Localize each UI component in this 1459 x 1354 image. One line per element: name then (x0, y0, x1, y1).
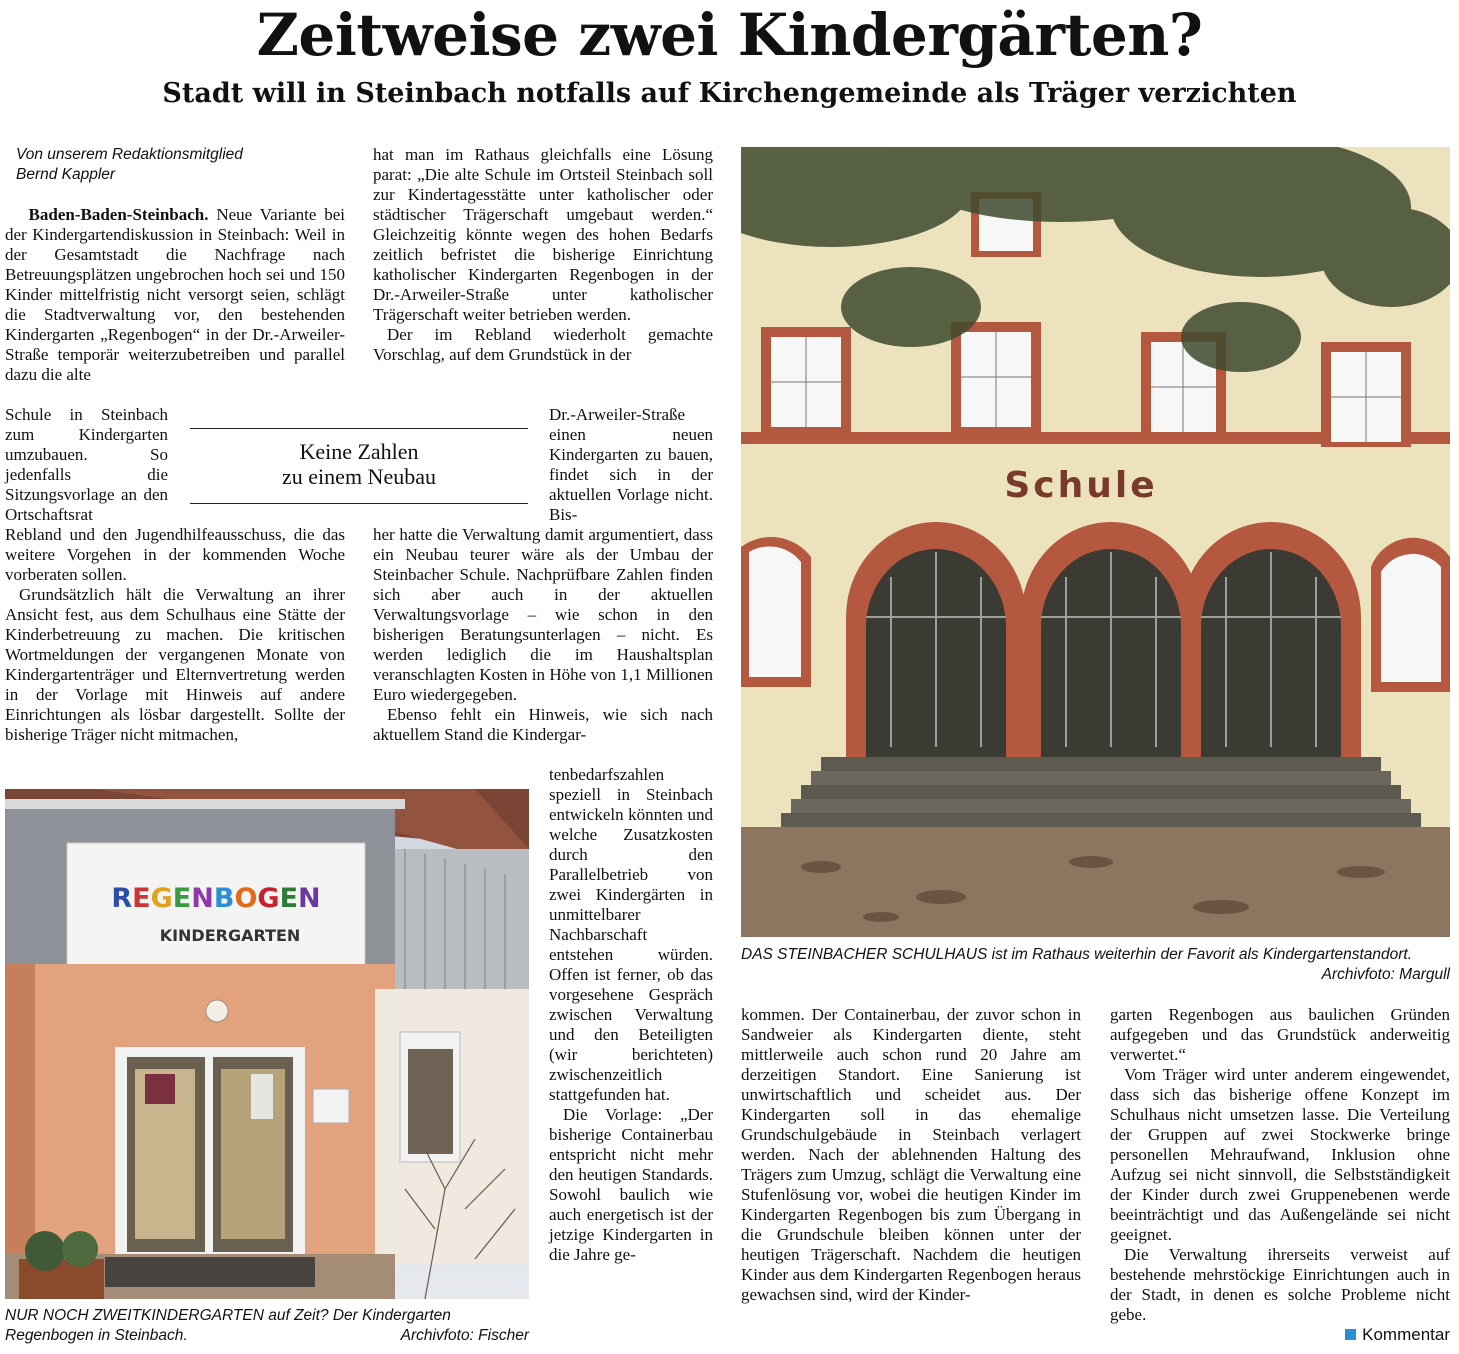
paragraph-cont: Dr.-Arweiler-Straße einen neuen Kindergarten zu bauen, findet sich in der aktuellen Vorlage nicht. Bis- (549, 405, 713, 524)
byline (16, 145, 346, 185)
arched-doors (846, 522, 1361, 757)
school-photo-image (741, 147, 1450, 937)
paragraph: Ebenso fehlt ein Hinweis, wie sich nach aktuellem Stand die Kindergar- (373, 705, 713, 744)
kindergarten-caption (5, 1306, 529, 1346)
lead-text: Neue Variante bei der Kindergartendiskussion in Steinbach: Weil in der Gesamtstadt die Nachfrage nach Betreuungsplätzen ungebrochen hoch sei und 150 Kinder mittelfristig nicht versorgt seien, schlägt die Stadtverwaltung vor, den bestehenden Kindergarten „Regenbogen“ in der Dr.-Arweiler-Straße temporär weiterzubetreiben und parallel dazu die alte (5, 205, 346, 384)
paragraph: Die Verwaltung ihrerseits verweist auf bestehende mehrstöckige Einrichtungen auch in der Stadt, in denen es solche Probleme nicht gebe. (1110, 1245, 1450, 1324)
byline-author: Bernd Kappler (16, 166, 116, 183)
column-1-lower (5, 525, 345, 745)
paragraph: Vom Träger wird unter anderem eingewendet, dass sich das bisherige offene Konzept im Schulhaus nicht umsetzen lasse. Die Verteilung der Gruppen auf zwei Stockwerke bringe personellen Mehraufwand, Inklusion ohne Aufzug sei nicht sinnvoll, die Selbstständigkeit der Kinder durch zwei Gruppenebenen werde beeinträchtigt und das Außengelände sei nicht geeignet. (1110, 1065, 1450, 1244)
square-icon (1345, 1329, 1356, 1340)
lead-paragraph (5, 205, 345, 385)
subheadline: Stadt will in Steinbach notfalls auf Kirchengemeinde als Träger verzichten (162, 78, 1297, 109)
kommentar-link[interactable] (1300, 1325, 1450, 1345)
column-2-mid (373, 525, 713, 745)
school-sign: Schule (1004, 465, 1158, 506)
sign-sub: KINDERGARTEN (159, 926, 301, 945)
column-1-wrap (5, 405, 168, 525)
paragraph: Die Vorlage: „Der bisherige Containerbau entspricht nicht mehr den heutigen Standards. Sowohl baulich wie auch energetisch ist der jetzige Kindergarten in die Jahre ge- (549, 1105, 713, 1264)
column-2 (373, 145, 713, 365)
column-2-narrow (549, 765, 713, 1265)
column-2-wrap (549, 405, 713, 525)
column-1 (5, 205, 345, 385)
column-3 (741, 1005, 1081, 1305)
paragraph: hat man im Rathaus gleichfalls eine Lösung parat: „Die alte Schule im Ortsteil Steinbach soll zur Kindertagesstätte unter katholischer oder städtischer Trägerschaft umgebaut werden.“ Gleichzeitig könnte wegen des hohen Bedarfs zeitlich befristet die bisherige Einrichtung katholischer Kindergarten Regenbogen in der Dr.-Arweiler-Straße unter katholischer Trägerschaft weiter betrieben werden. (373, 145, 713, 324)
paragraph-cont: tenbedarfszahlen speziell in Steinbach entwickeln könnten und welche Zusatzkosten durch den Parallelbetrieb von zwei Kindergärten in unmittelbarer Nachbarschaft entstehen würden. Offen ist ferner, ob das vorgesehene Gespräch zwischen Verwaltung und den Beteiligten (wir berichteten) zwischenzeitlich stattgefunden hat. (549, 765, 713, 1104)
dateline: Baden-Baden-Steinbach. (28, 205, 209, 224)
photo-credit: Archivfoto: Margull (1321, 966, 1450, 983)
paragraph: garten Regenbogen aus baulichen Gründen aufgegeben und das Grundstück anderweitig verwertet.“ (1110, 1005, 1450, 1064)
paragraph-cont: her hatte die Verwaltung damit argumentiert, dass ein Neubau teurer wäre als der Umbau der Steinbacher Schule. Nachprüfbare Zahlen finden sich aber auch in der aktuellen Verwaltungsvorlage – wie schon in den bisherigen Beratungsunterlagen – nicht. Es werden lediglich die im Haushaltsplan veranschlagten Kosten in Höhe von 1,1 Millionen Euro wiedergegeben. (373, 525, 713, 704)
caption-text: NUR NOCH ZWEITKINDERGARTEN auf Zeit? Der Kindergarten Regenbogen in Steinbach. (5, 1307, 451, 1344)
caption-text: DAS STEINBACHER SCHULHAUS ist im Rathaus weiterhin der Favorit als Kindergartenstandort. (741, 946, 1413, 963)
headline: Zeitweise zwei Kindergärten? (256, 1, 1203, 69)
kindergarten-photo (5, 789, 529, 1299)
paragraph: Der im Rebland wiederholt gemachte Vorschlag, auf dem Grundstück in der (373, 325, 713, 364)
stairs (781, 757, 1421, 827)
sign-word: REGENBOGEN (111, 883, 321, 914)
paragraph: Grundsätzlich hält die Verwaltung an ihrer Ansicht fest, aus dem Schulhaus eine Stätte der Kinderbetreuung zu machen. Die kritischen Wortmeldungen der vergangenen Monate von Kindergartenträger und Elternvertretung werden in der Vorlage mit Hinweis auf andere Einrichtungen als lösbar dargestellt. Sollte der bisherige Träger nicht mitmachen, (5, 585, 345, 744)
pull-quote-line-1: Keine Zahlen (299, 439, 419, 464)
pull-quote (190, 428, 528, 504)
column-4 (1110, 1005, 1450, 1325)
photo-credit: Archivfoto: Fischer (400, 1327, 529, 1344)
byline-line-1: Von unserem Redaktionsmitglied (16, 146, 243, 163)
paragraph: kommen. Der Containerbau, der zuvor schon in Sandweier als Kindergarten diente, steht mittlerweile auch schon rund 20 Jahre am derzeitigen Standort. Eine Sanierung ist unwirtschaftlich und scheidet aus. Der Kindergarten soll in das ehemalige Grundschulgebäude in Steinbach verlagert werden. Nach der ablehnenden Haltung des Trägers zum Umzug, schlägt die Verwaltung eine Stufenlösung vor, wobei die heutigen Kinder im Kindergarten Regenbogen bis zum Übergang in die Grundschule bleiben können unter der heutigen Trägerschaft. Nachdem die heutigen Kinder aus dem Kindergarten Regenbogen heraus gewachsen sind, wird der Kinder- (741, 1005, 1081, 1304)
pull-quote-line-2: zu einem Neubau (282, 464, 436, 489)
kindergarten-photo-image (5, 789, 529, 1299)
school-caption (741, 945, 1450, 985)
lead-paragraph-cont: Schule in Steinbach zum Kindergarten umzubauen. So jedenfalls die Sitzungsvorlage an den Ortschaftsrat (5, 405, 168, 524)
kommentar-label: Kommentar (1362, 1325, 1450, 1344)
school-photo (741, 147, 1450, 937)
lead-paragraph-end: Rebland und den Jugendhilfeausschuss, die das weitere Vorgehen in der kommenden Woche vorberaten sollen. (5, 525, 345, 584)
